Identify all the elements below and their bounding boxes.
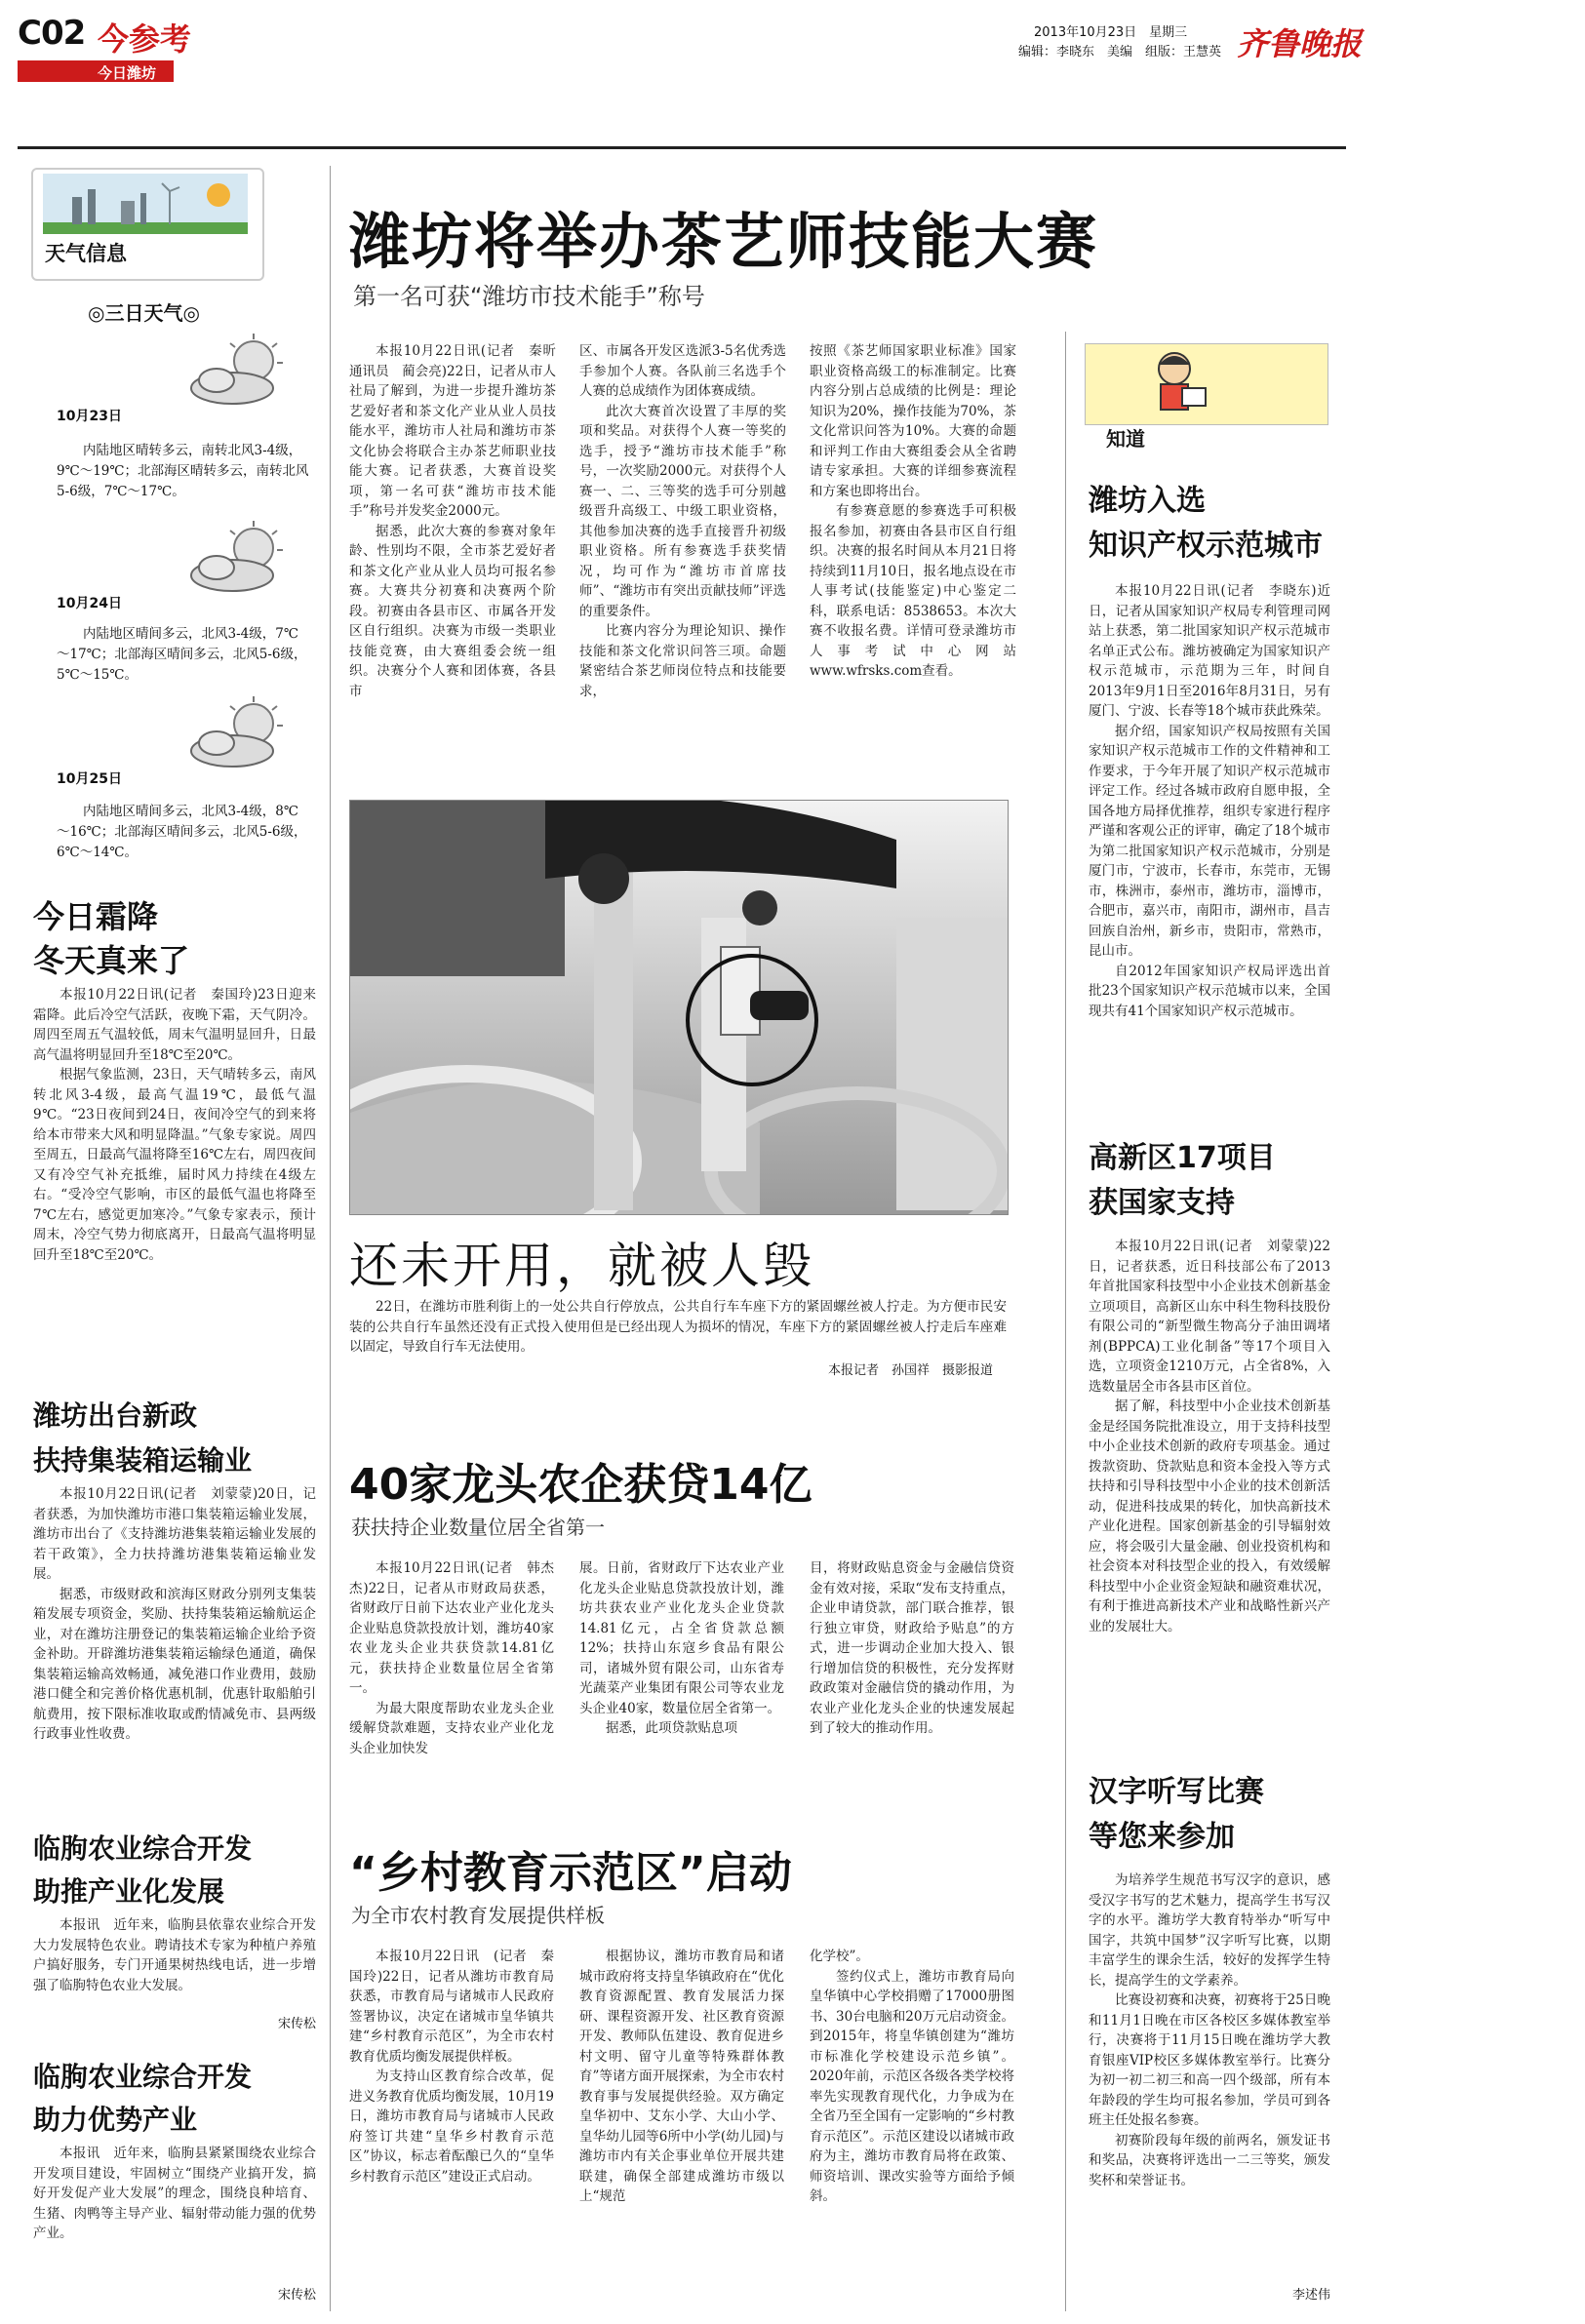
container-body: 本报10月22日讯(记者 刘蒙蒙)20日，记者获悉，为加快潍坊市港口集装箱运输业发展，潍坊市出台了《支持潍坊港集装箱运输业发展的若干政策》，全力扶持潍坊港集装箱运输业发展。 据悉，市级财政和滨海区财政分别列支集装箱发展专项资金，奖励、扶持集装箱运输航运企业，对在潍坊注册登记的集装箱运输企业给予资金补助。开辟潍坊港集装箱运输绿色通道，确保集装箱运输高效畅通，减免港口作业费用，鼓励港口健全和完善价格优惠机制，优惠针取船舶引航费用，按下限标准收取或酌情减免市、县两级行政事业性收费。 — [33, 1486, 316, 1742]
container-title-2: 扶持集装箱运输业 — [33, 1444, 253, 1477]
tea-col-2: 区、市属各开发区选派3-5名优秀选手参加个人赛。各队前三名选手个人赛的总成绩作为团体赛成绩。 此次大赛首次设置了丰厚的奖项和奖品。对获得个人赛一等奖的选手，授予“潍坊市技术能手”称号，一次奖励2000元。对获得个人赛一、二、三等奖的选手可分别越级晋升高级工、中级工职业资格，其他参加决赛的选手直接晋升初级职业资格。所有参赛选手获奖情况，均可作为“潍坊市首席技师”、“潍坊市有突出贡献技师”评选的重要条件。 比赛内容分为理论知识、操作技能和茶文化常识问答三项。命题紧密结合茶艺师岗位特点和技能要求， — [579, 343, 786, 699]
frost-body: 本报10月22日讯(记者 秦国玲)23日迎来霜降。此后冷空气活跃，夜晚下霜，天气阴冷。周四至周五气温较低，周末气温明显回升，日最高气温将明显回升至18℃至20℃。 根据气象监测，23日，天气晴转多云，南风转北风3-4级，最高气温19℃，最低气温9℃。“23日夜间到24日，夜间冷空气的到来将给本市带来大风和明显降温。”气象专家说。周四至周五，日最高气温将降至16℃左右，周四夜间又有冷空气补充抵维，届时风力持续在4级左右。“受冷空气影响，市区的最低气温也将降至7℃左右，感觉更加寒冷。”气象专家表示，预计周末，冷空气势力彻底离开，日最高气温将明显回升至18℃至20℃。 — [33, 987, 316, 1263]
linqu2-title-1: 临朐农业综合开发 — [33, 2061, 253, 2093]
loan-title: 40家龙头农企获贷14亿 — [349, 1460, 812, 1510]
hitech-title-1: 高新区17项目 — [1089, 1141, 1276, 1175]
ip-body: 本报10月22日讯(记者 李晓东)近日，记者从国家知识产权局专利管理司网站上获悉，第二批国家知识产权示范城市名单正式公布。潍坊被确定为国家知识产权示范城市，示范期为三年，时间自2013年9月1日至2016年8月31日，另有厦门、宁波、长春等18个城市获此殊荣。 据介绍，国家知识产权局按照有关国家知识产权示范城市工作的文件精神和工作要求，于今年开展了知识产权示范城市评定工作。经过各城市政府自愿申报，全国各地方局择优推荐，组织专家进行程序严谨和客观公正的评审，确定了18个城市为第二批国家知识产权示范城市，分别是厦门市，宁波市，长春市，东莞市，无锡市，株洲市，泰州市，潍坊市，淄博市，合肥市，嘉兴市，南阳市，湖州市，昌吉回族自治州，新乡市，贵阳市，常熟市，昆山市。 自2012年国家知识产权局评选出首批23个国家知识产权示范城市以来，全国现共有41个国家知识产权示范城市。 — [1089, 583, 1330, 1019]
linqu2-title-2: 助力优势产业 — [33, 2104, 198, 2136]
hanzi-title-1: 汉字听写比赛 — [1089, 1775, 1264, 1809]
ip-title-1: 潍坊入选 — [1089, 484, 1206, 518]
linqu1-title-1: 临朐农业综合开发 — [33, 1832, 253, 1865]
boy-reading-icon — [1143, 347, 1211, 419]
header-date: 2013年10月23日 星期三 — [1034, 25, 1188, 40]
column-rule-right — [1065, 332, 1066, 2311]
ip-title-2: 知识产权示范城市 — [1089, 529, 1323, 563]
linqu2-body: 本报讯 近年来，临朐县紧紧围绕农业综合开发项目建设，牢固树立“围绕产业搞开发，搞好开发促产业大发展”的理念，围绕良种培育、生猪、肉鸭等主导产业、辐射带动能力强的优势产业。 — [33, 2146, 316, 2241]
weather-date-2: 10月24日 — [57, 596, 122, 611]
linqu1-body: 本报讯 近年来，临朐县依靠农业综合开发大力发展特色农业。聘请技术专家为种植户养殖户搞好服务，专门开通果树热线电话，进一步增强了临朐特色农业大发展。 — [33, 1917, 316, 1993]
hanzi-title-2: 等您来参加 — [1089, 1820, 1235, 1854]
subsection-title: 今日潍坊 — [98, 64, 157, 82]
section-title: 今参考 — [98, 20, 192, 58]
frost-title-1: 今日霜降 — [33, 898, 159, 935]
bicycle-photo — [349, 800, 1009, 1215]
edu-col-3: 化学校”。 签约仪式上，潍坊市教育局向皇华镇中心学校捐赠了17000册图书、30台电脑和20万元启动资金。到2015年，将皇华镇创建为“潍坊市标准化学校建设示范乡镇”。2020年前，示范区各级各类学校将率先实现教育现代化，力争成为在全省乃至全国有一定影响的“乡村教育示范区”。示范区建设以诸城市政府为主，潍坊市教育局将在政策、师资培训、课改实验等方面给予倾斜。 — [810, 1949, 1014, 2204]
linqu1-credit: 宋传松 — [277, 2017, 316, 2031]
sun-cloud-icon — [183, 694, 291, 772]
tea-col-3: 按照《茶艺师国家职业标准》国家职业资格高级工的标准制定。比赛内容分别占总成绩的比例是：理论知识为20%，操作技能为70%，茶文化常识问答为10%。大赛的命题和评判工作由大赛组委会从全省聘请专家承担。大赛的详细参赛流程和方案也即将出台。 有参赛意愿的参赛选手可积极报名参加，初赛由各县市区自行组织。决赛的报名时间从本月21日将持续到11月10日，报名地点设在市人事考试(技能鉴定)中心鉴定二科，联系电话：8538653。本次大赛不收报名费。详情可登录潍坊市人事考试中心网站www.wfrsks.com查看。 — [810, 343, 1016, 679]
loan-col-3: 目，将财政贴息资金与金融信贷资金有效对接，采取“发布支持重点，企业申请贷款，部门联合推荐，银行独立审贷，财政给予贴息”的方式，进一步调动企业加大投入、银行增加信贷的积极性，充分发挥财政政策对金融信贷的撬动作用，为农业产业化龙头企业的快速发展起到了较大的推动作用。 — [810, 1560, 1014, 1736]
edu-col-1: 本报10月22日讯 (记者 秦国玲)22日，记者从潍坊市教育局获悉，市教育局与诸城市人民政府签署协议，决定在诸城市皇华镇共建“乡村教育示范区”，为全市农村教育优质均衡发展提供样板。 为支持山区教育综合改革，促进义务教育优质均衡发展，10月19日，潍坊市教育局与诸城市人民政府签订共建“皇华乡村教育示范区”协议，标志着酝酿已久的“皇华乡村教育示范区”建设正式启动。 — [349, 1949, 554, 2185]
loan-col-1: 本报10月22日讯(记者 韩杰杰)22日，记者从市财政局获悉，省财政厅日前下达农业产业化龙头企业贴息贷款投放计划，潍坊40家农业龙头企业共获贷款14.81亿元，获扶持企业数量位居全省第一。 为最大限度帮助农业龙头企业缓解贷款难题，支持农业产业化龙头企业加快发 — [349, 1560, 554, 1756]
linqu1-title-2: 助推产业化发展 — [33, 1875, 225, 1908]
weather-text-2: 内陆地区晴间多云，北风3-4级，7℃～17℃；北部海区晴间多云，北风5-6级，5℃～15℃。 — [57, 626, 307, 683]
bike-caption: 22日，在潍坊市胜利街上的一处公共自行停放点，公共自行车车座下方的紧固螺丝被人拧走。为方便市民安装的公共自行车虽然还没有正式投入使用但是已经出现人为损坏的情况，车座下方的紧固螺丝被人拧走后车座难以固定，导致自行车无法使用。 — [349, 1299, 1007, 1355]
newspaper-logo: 齐鲁晚报 — [1237, 25, 1363, 62]
hitech-body: 本报10月22日讯(记者 刘蒙蒙)22日，记者获悉，近日科技部公布了2013年首批国家科技型中小企业技术创新基金立项项目，高新区山东中科生物科技股份有限公司的“新型微生物高分子油田调堵剂(BPPCA)工业化制备”等17个项目入选，立项资金1210万元，占全省8%，入选数量居全市各县市区首位。 据了解，科技型中小企业技术创新基金是经国务院批准设立，用于支持科技型中小企业技术创新的政府专项基金。通过拨款资助、贷款贴息和资本金投入等方式扶持和引导科技型中小企业的技术创新活动，促进科技成果的转化，加快高新技术产业化进程。国家创新基金的引导辐射效应，将会吸引大量金融、创业投资机构和社会资本对科技型企业的投入，有效缓解科技型中小企业资金短缺和融资难状况，有利于推进高新技术产业和战略性新兴产业的发展壮大。 — [1089, 1239, 1330, 1635]
page-number: C02 — [18, 14, 86, 53]
weather-subtitle: ◎三日天气◎ — [88, 301, 200, 325]
bike-credit: 本报记者 孙国祥 摄影报道 — [827, 1363, 993, 1378]
sun-cloud-icon — [183, 332, 291, 410]
tea-subtitle: 第一名可获“潍坊市技术能手”称号 — [353, 283, 705, 310]
tea-title: 潍坊将举办茶艺师技能大赛 — [349, 206, 1099, 277]
edu-title: “乡村教育示范区”启动 — [349, 1848, 792, 1898]
edu-col-2: 根据协议，潍坊市教育局和诸城市政府将支持皇华镇政府在“优化教育资源配置、教育发展活力探研、课程资源开发、社区教育资源开发、教师队伍建设、教育促进乡村文明、留守儿童等特殊群体教育”等诸方面开展探索，为全市农村教育事与发展提供经验。双方确定皇华初中、艾东小学、大山小学、皇华幼儿园等6所中小学(幼儿园)与潍坊市内有关企事业单位开展共建联建，确保全部建成潍坊市级以上“规范 — [579, 1949, 784, 2204]
know-label: 知道 — [1106, 427, 1145, 451]
linqu2-credit: 宋传松 — [277, 2288, 316, 2303]
loan-col-2: 展。日前，省财政厅下达农业产业化龙头企业贴息贷款投放计划，潍坊共获农业产业化龙头企业贷款14.81亿元，占全省贷款总额12%；扶持山东寇乡食品有限公司，诸城外贸有限公司，山东省寿光蔬菜产业集团有限公司等农业龙头企业40家，数量位居全省第一。 据悉，此项贷款贴息项 — [579, 1560, 784, 1736]
weather-banner — [43, 174, 248, 234]
tea-col-1: 本报10月22日讯(记者 秦昕 通讯员 蔺会亮)22日，记者从市人社局了解到，为进一步提升潍坊茶艺爱好者和茶文化产业从业人员技能水平，潍坊市人社局和潍坊市茶文化协会将联合主办茶艺师职业技能大赛。记者获悉，大赛首设奖项，第一名可获“潍坊市技术能手”称号并发奖金2000元。 据悉，此次大赛的参赛对象年龄、性别均不限，全市茶艺爱好者和茶文化产业从业人员均可报名参赛。大赛共分初赛和决赛两个阶段。初赛由各县市区、市属各开发区自行组织。决赛为市级一类职业技能竞赛，由大赛组委会统一组织。决赛分个人赛和团体赛，各县市 — [349, 343, 570, 699]
weather-date-3: 10月25日 — [57, 771, 122, 787]
weather-date-1: 10月23日 — [57, 409, 122, 424]
frost-title-2: 冬天真来了 — [33, 942, 190, 979]
bike-title: 还未开用，就被人毁 — [349, 1238, 814, 1294]
edu-subtitle: 为全市农村教育发展提供样板 — [351, 1904, 605, 1927]
loan-subtitle: 获扶持企业数量位居全省第一 — [351, 1516, 605, 1539]
weather-text-1: 内陆地区晴转多云，南转北风3-4级，9℃～19℃；北部海区晴转多云，南转北风5-6级，7℃～17℃。 — [57, 443, 309, 499]
header-rule — [18, 146, 1346, 149]
container-title-1: 潍坊出台新政 — [33, 1399, 198, 1432]
hanzi-credit: 李述伟 — [1291, 2288, 1330, 2303]
sun-cloud-icon — [183, 519, 291, 597]
hitech-title-2: 获国家支持 — [1089, 1186, 1235, 1220]
weather-text-3: 内陆地区晴间多云，北风3-4级，8℃～16℃；北部海区晴间多云，北风5-6级，6℃～14℃。 — [57, 804, 307, 860]
header-editors: 编辑：李晓东 美编 组版：王慧英 — [1018, 45, 1222, 59]
weather-title: 天气信息 — [45, 242, 127, 265]
hanzi-body: 为培养学生规范书写汉字的意识，感受汉字书写的艺术魅力，提高学生书写汉字的水平。潍坊学大教育特举办“听写中国字，共筑中国梦”汉字听写比赛，以期丰富学生的课余生活，较好的发挥学生特长，提高学生的文学素养。 比赛设初赛和决赛，初赛将于25日晚和11月1日晚在市区各校区多媒体教室举行，决赛将于11月15日晚在潍坊学大教育银座VIP校区多媒体教室举行。比赛分为初一初二初三和高一四个级部，所有本年龄段的学生均可报名参加，学员可到各班主任处报名参赛。 初赛阶段每年级的前两名，颁发证书和奖品，决赛将评选出一二三等奖，颁发奖杯和荣誉证书。 — [1089, 1872, 1330, 2188]
column-rule-left — [330, 166, 331, 2311]
